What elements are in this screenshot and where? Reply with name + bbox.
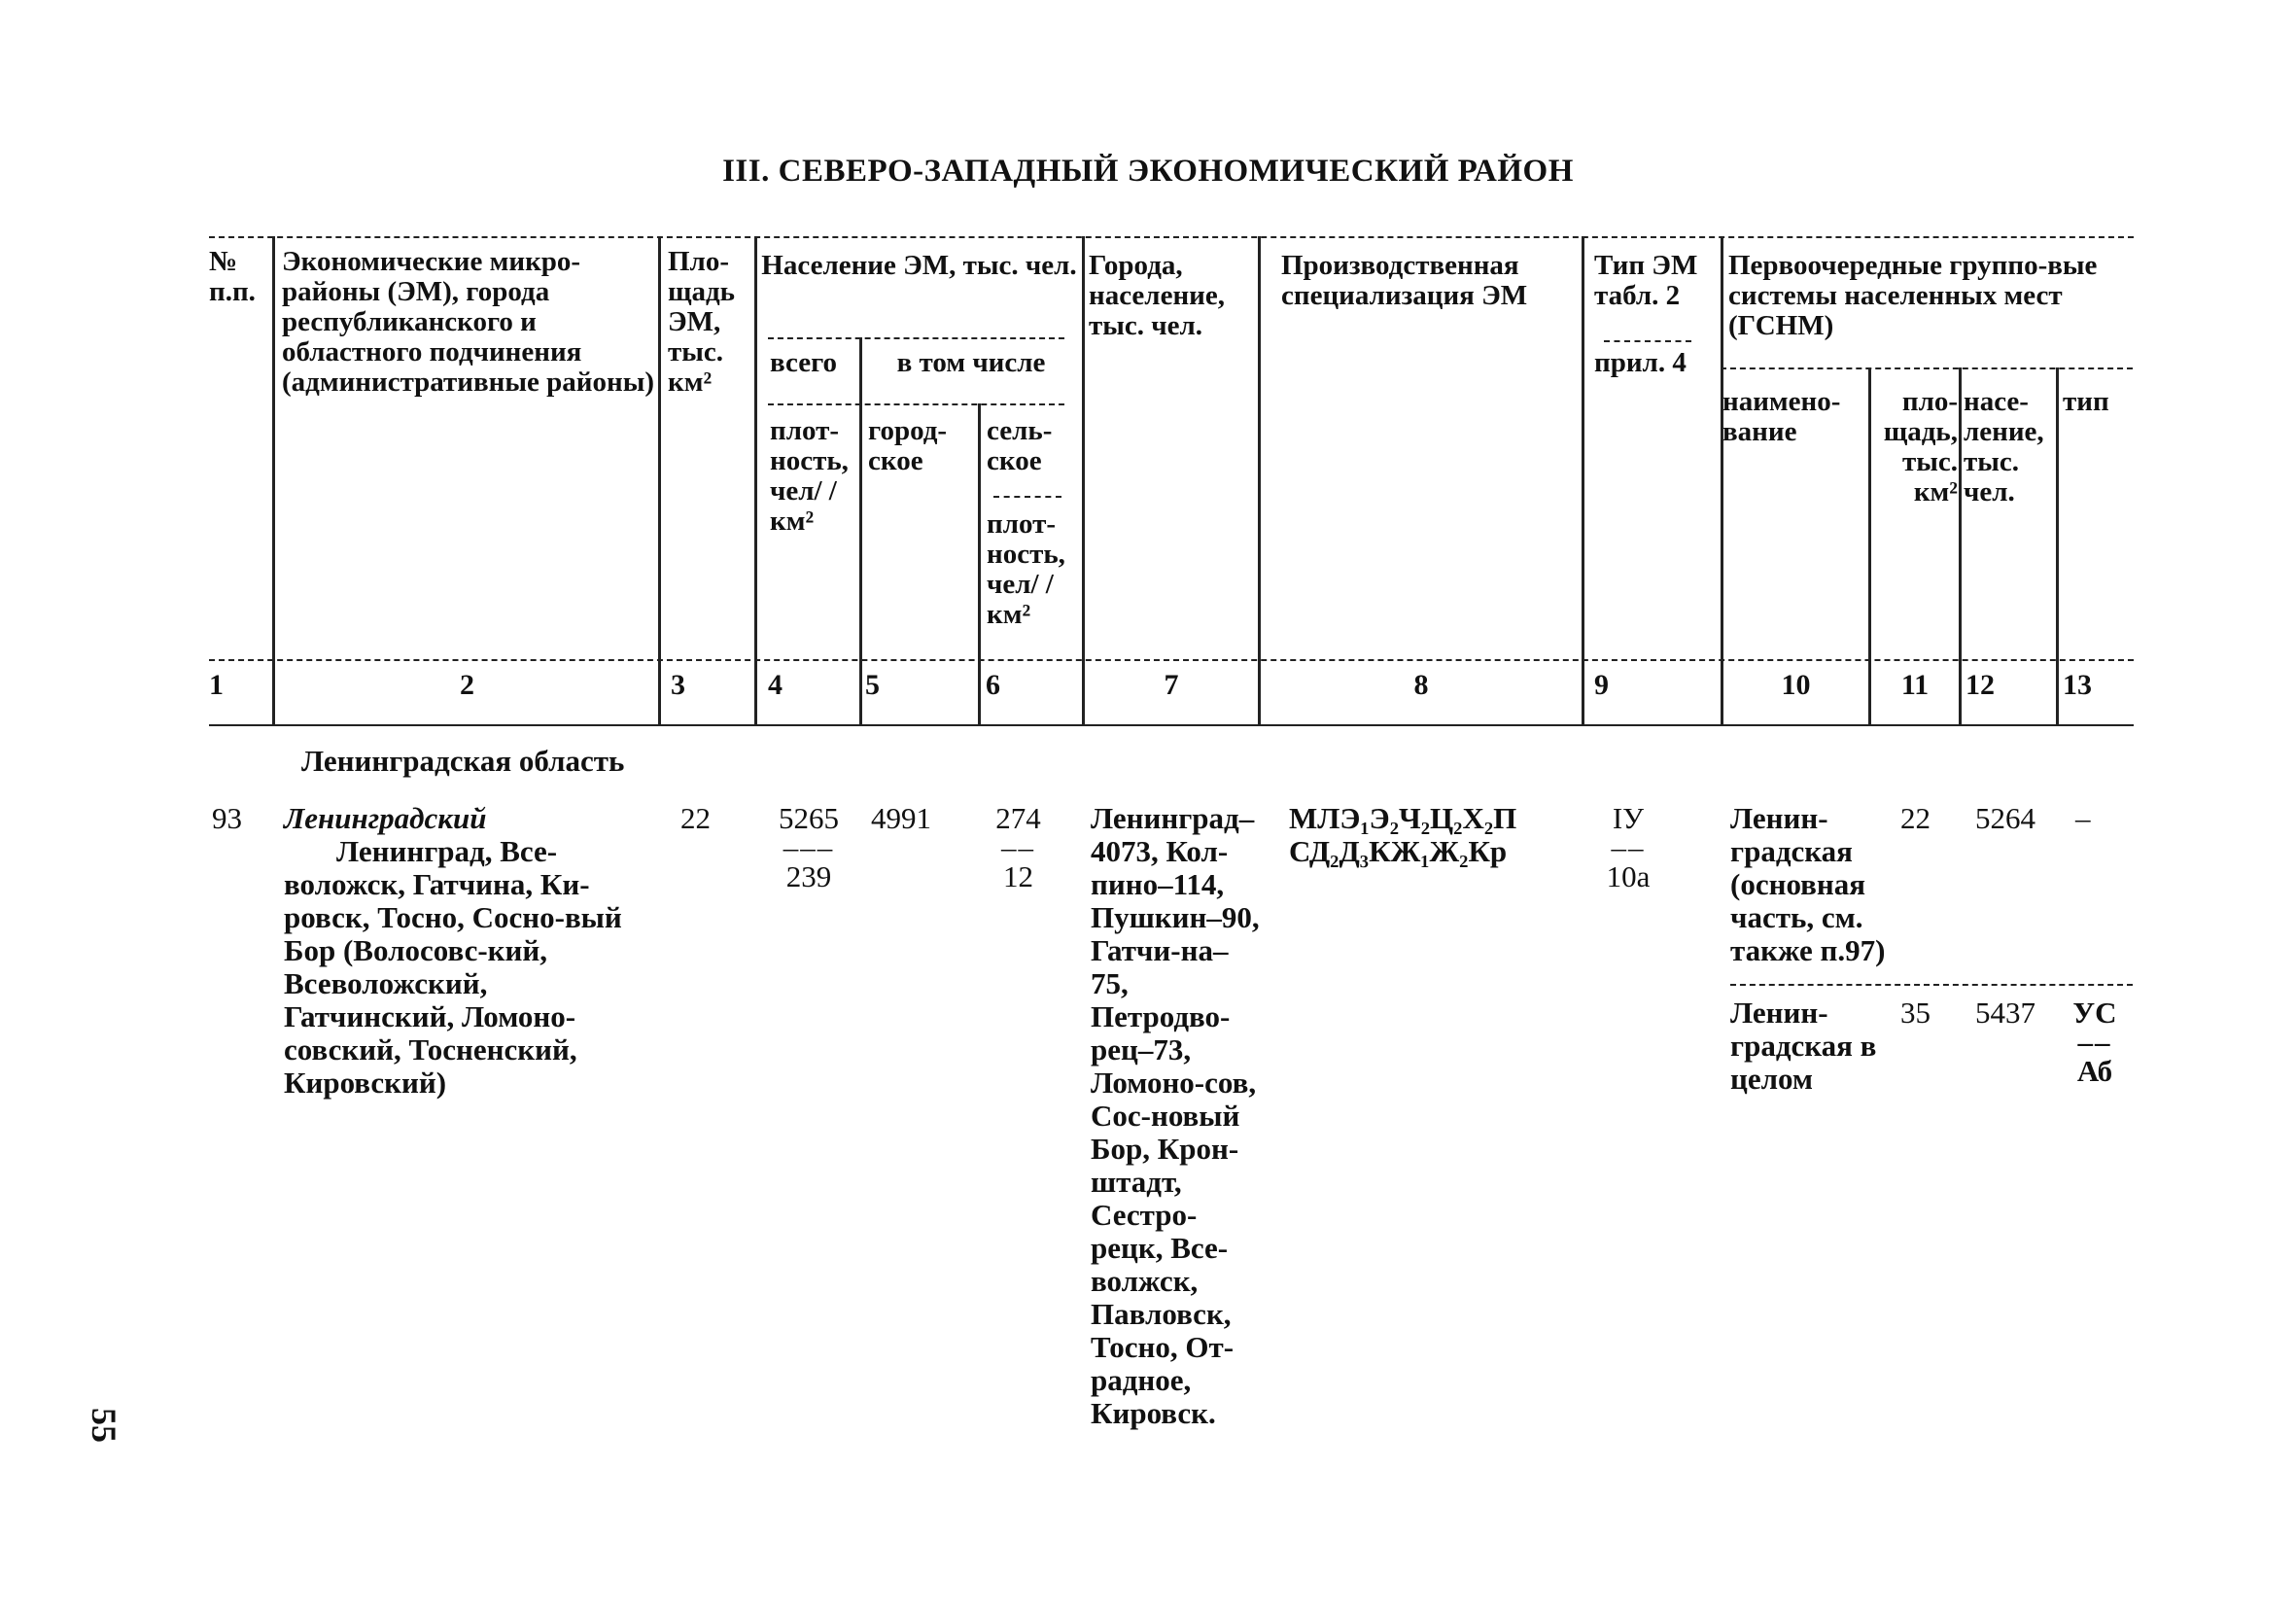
em-type-bottom: 10а <box>1606 859 1651 893</box>
rural-density-value: 12 <box>1003 859 1033 893</box>
population-density-value: 239 <box>785 859 832 893</box>
page-title: III. СЕВЕРО-ЗАПАДНЫЙ ЭКОНОМИЧЕСКИЙ РАЙОН <box>722 154 1574 189</box>
column-number: 13 <box>2063 669 2092 701</box>
header-col-6-top: сель-ское <box>987 415 1053 476</box>
column-number: 2 <box>460 669 474 701</box>
header-population-group: Население ЭМ, тыс. чел. <box>761 250 1077 281</box>
col-divider-7 <box>1258 236 1261 724</box>
fraction-dash: ––– <box>783 830 835 864</box>
gsnm-type: – <box>2075 801 2091 835</box>
col-divider-5 <box>978 403 981 724</box>
row-area: 22 <box>680 801 711 835</box>
population-total-value: 5265 <box>779 801 839 835</box>
column-number: 8 <box>1413 669 1429 701</box>
rural-value: 274 <box>995 801 1041 835</box>
col-divider-9 <box>1721 236 1723 724</box>
header-col-2: Экономические микро-районы (ЭМ), города республиканского и областного подчинения (административные районы) <box>282 246 654 398</box>
column-number: 5 <box>865 669 880 701</box>
header-col-9-dash <box>1604 340 1691 342</box>
col-divider-4 <box>859 337 862 724</box>
header-top-rule <box>209 236 2134 238</box>
fraction-dash: –– <box>2077 1025 2112 1059</box>
column-number: 4 <box>768 669 783 701</box>
col-divider-3 <box>754 236 757 724</box>
gsnm-population: 5437 <box>1975 996 2035 1030</box>
fraction-dash: –– <box>1001 830 1035 864</box>
gsnm-population: 5264 <box>1975 801 2035 835</box>
gsnm-area: 22 <box>1900 801 1931 835</box>
header-col-12: насе-ление, тыс. чел. <box>1964 386 2044 507</box>
row-name: Ленинградский <box>284 801 487 835</box>
col-divider-2 <box>658 236 661 724</box>
column-number: 9 <box>1594 669 1609 701</box>
gsnm-row-separator <box>1730 984 2133 986</box>
header-col-6-dash <box>993 496 1061 498</box>
header-subgroup: в том числе <box>896 347 1046 378</box>
gsnm-name: Ленин-градская (основная часть, см. также п.97) <box>1730 801 1886 967</box>
column-numbers-bottom-rule <box>209 724 2134 726</box>
header-col-3: Пло-щадь ЭМ, тыс. км² <box>668 246 735 398</box>
header-col-5: город-ское <box>868 415 948 476</box>
column-number: 12 <box>1966 669 1995 701</box>
pop-density-rule <box>768 403 1064 405</box>
em-type-top: IУ <box>1612 801 1645 835</box>
header-col-4-bottom: плот-ность, чел/ /км² <box>770 415 849 537</box>
column-number: 6 <box>986 669 1000 701</box>
header-col-8: Производственная специализация ЭМ <box>1281 250 1528 311</box>
header-col-9-bottom: прил. 4 <box>1594 347 1687 378</box>
row-number: 93 <box>212 801 242 835</box>
header-col-13: тип <box>2063 386 2109 417</box>
row-em-type <box>1604 802 1652 893</box>
header-col-10: наимено-вание <box>1722 386 1841 447</box>
gsnm-type-top: УС <box>2072 996 2117 1030</box>
pop-subheader-rule <box>768 337 1064 339</box>
gsnm-subheader-rule <box>1721 367 2133 369</box>
row-population-total <box>770 802 848 893</box>
section-heading: Ленинградская область <box>301 744 625 778</box>
column-number: 7 <box>1164 669 1179 701</box>
specialization-line-2: СД₂Д₃КЖ₁Ж₂Кр <box>1289 834 1508 868</box>
column-number: 3 <box>671 669 685 701</box>
row-description-text: Ленинград, Все-воложск, Гатчина, Ки-ровск, Тосно, Сосно-вый Бор (Волосовс-кий, Всеволожский, Гатчинский, Ломоно-совский, Тосненский, Кировский) <box>284 834 622 1100</box>
header-col-1: № п.п. <box>209 246 256 307</box>
header-col-9-top: Тип ЭМ табл. 2 <box>1594 250 1698 311</box>
row-specialization <box>1289 802 1581 868</box>
gsnm-name: Ленин-градская в целом <box>1730 996 1877 1096</box>
col-divider-12 <box>2056 367 2059 724</box>
fraction-dash: –– <box>1611 830 1646 864</box>
header-col-6-bottom: плот-ность, чел/ /км² <box>987 508 1065 630</box>
specialization-line-1: МЛЭ₁Э₂Ч₂Ц₂Х₂П <box>1289 801 1517 835</box>
page-number: 55 <box>85 1408 123 1443</box>
column-number: 10 <box>1781 669 1811 701</box>
col-divider-6 <box>1082 236 1085 724</box>
column-number: 11 <box>1900 669 1930 701</box>
header-col-4-top: всего <box>770 347 838 378</box>
header-gsnm-group: Первоочередные группо-вые системы населенных мест (ГСНМ) <box>1728 250 2098 341</box>
row-rural <box>987 802 1050 893</box>
gsnm-type-bottom: Аб <box>2076 1054 2113 1088</box>
header-col-7: Города, население, тыс. чел. <box>1089 250 1225 341</box>
row-urban: 4991 <box>871 801 931 835</box>
col-divider-8 <box>1582 236 1584 724</box>
row-cities: Ленинград–4073, Кол-пино–114, Пушкин–90, Гатчи-на–75, Петродво-рец–73, Ломоно-сов, Сос-новый Бор, Крон-штадт, Сестро-рецк, Все-волжск, Павловск, Тосно, От-радное, Кировск. <box>1091 801 1260 1430</box>
header-bottom-rule <box>209 659 2134 661</box>
header-col-11: пло-щадь, тыс. км² <box>1883 386 1958 507</box>
gsnm-type <box>2066 996 2124 1088</box>
gsnm-area: 35 <box>1900 996 1931 1030</box>
column-number: 1 <box>209 669 224 701</box>
col-divider-1 <box>272 236 275 724</box>
row-description <box>284 835 634 1100</box>
col-divider-11 <box>1959 367 1962 724</box>
